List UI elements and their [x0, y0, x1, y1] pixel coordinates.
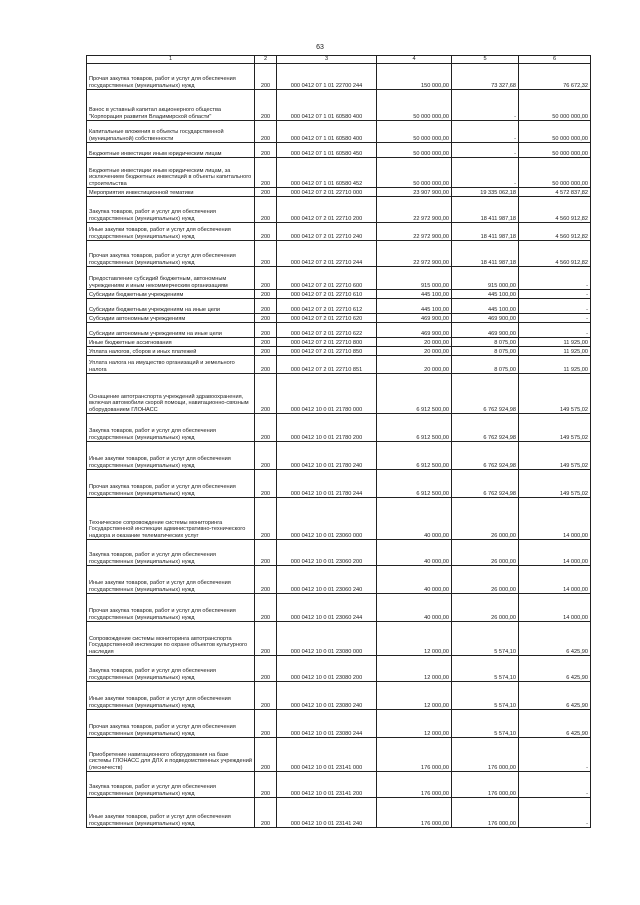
cell-approved: 150 000,00 [377, 64, 452, 90]
cell-code: 200 [255, 158, 277, 188]
cell-remaining: 4 560 912,82 [519, 197, 591, 223]
cell-remaining: 149 575,02 [519, 470, 591, 498]
cell-classification: 000 0412 10 0 01 23060 240 [277, 566, 377, 594]
cell-name: Капитальные вложения в объекты государственной (муниципальной) собственности [87, 121, 255, 143]
cell-remaining: 14 000,00 [519, 566, 591, 594]
cell-code: 200 [255, 772, 277, 798]
cell-classification: 000 0412 07 1 01 60580 400 [277, 90, 377, 121]
table-row [87, 121, 591, 143]
cell-classification: 000 0412 07 2 01 22710 620 [277, 314, 377, 323]
cell-approved: 12 000,00 [377, 656, 452, 682]
cell-classification: 000 0412 07 1 01 22700 244 [277, 64, 377, 90]
cell-executed: 6 762 924,98 [452, 470, 519, 498]
table-row [87, 566, 591, 594]
cell-name: Прочая закупка товаров, работ и услуг для обеспечения государственных (муниципальных) нужд [87, 470, 255, 498]
cell-classification: 000 0412 10 0 01 23060 000 [277, 498, 377, 540]
cell-code: 200 [255, 290, 277, 299]
cell-name: Сопровождение системы мониторинга автотранспорта Государственной инспекции по охране объектов культурного наследия [87, 622, 255, 656]
cell-name: Предоставление субсидий бюджетным, автономным учреждениям и иным некоммерческим организациям [87, 267, 255, 290]
cell-approved: 50 000 000,00 [377, 158, 452, 188]
table-row [87, 656, 591, 682]
cell-approved: 22 972 900,00 [377, 241, 452, 267]
cell-approved: 176 000,00 [377, 798, 452, 828]
cell-code: 200 [255, 682, 277, 710]
cell-approved: 40 000,00 [377, 594, 452, 622]
cell-name: Прочая закупка товаров, работ и услуг для обеспечения государственных (муниципальных) нужд [87, 710, 255, 738]
cell-executed: 5 574,10 [452, 622, 519, 656]
cell-code: 200 [255, 121, 277, 143]
cell-code: 200 [255, 223, 277, 241]
table-row [87, 143, 591, 158]
table-row [87, 540, 591, 566]
table-row [87, 290, 591, 299]
cell-remaining: 149 575,02 [519, 374, 591, 414]
cell-executed: 18 411 987,18 [452, 197, 519, 223]
cell-remaining: 4 560 912,82 [519, 241, 591, 267]
cell-executed: 445 100,00 [452, 290, 519, 299]
cell-classification: 000 0412 07 2 01 22710 610 [277, 290, 377, 299]
cell-name: Иные закупки товаров, работ и услуг для обеспечения государственных (муниципальных) нужд [87, 798, 255, 828]
cell-classification: 000 0412 07 2 01 22710 851 [277, 356, 377, 374]
cell-classification: 000 0412 07 2 01 22710 612 [277, 299, 377, 314]
cell-executed: 6 762 924,98 [452, 414, 519, 442]
cell-approved: 176 000,00 [377, 738, 452, 772]
cell-remaining: 6 425,90 [519, 656, 591, 682]
cell-code: 200 [255, 470, 277, 498]
cell-name: Субсидии бюджетным учреждениям [87, 290, 255, 299]
cell-approved: 20 000,00 [377, 356, 452, 374]
cell-classification: 000 0412 07 1 01 60580 452 [277, 158, 377, 188]
cell-code: 200 [255, 566, 277, 594]
cell-remaining: - [519, 299, 591, 314]
cell-classification: 000 0412 10 0 01 23080 244 [277, 710, 377, 738]
table-row [87, 594, 591, 622]
cell-approved: 915 000,00 [377, 267, 452, 290]
page-number: 63 [316, 44, 324, 51]
table-row [87, 347, 591, 356]
cell-name: Иные закупки товаров, работ и услуг для обеспечения государственных (муниципальных) нужд [87, 682, 255, 710]
cell-code: 200 [255, 622, 277, 656]
header-col-2: 2 [255, 56, 277, 64]
cell-executed: 8 075,00 [452, 338, 519, 347]
table-row [87, 338, 591, 347]
cell-name: Уплата налога на имущество организаций и земельного налога [87, 356, 255, 374]
cell-remaining: - [519, 290, 591, 299]
cell-classification: 000 0412 10 0 01 23060 200 [277, 540, 377, 566]
cell-code: 200 [255, 299, 277, 314]
cell-executed: 26 000,00 [452, 540, 519, 566]
table-row [87, 414, 591, 442]
cell-executed: 6 762 924,98 [452, 442, 519, 470]
table-row [87, 241, 591, 267]
header-col-5: 5 [452, 56, 519, 64]
table-row [87, 470, 591, 498]
cell-classification: 000 0412 10 0 01 23141 000 [277, 738, 377, 772]
cell-code: 200 [255, 498, 277, 540]
cell-approved: 6 912 500,00 [377, 374, 452, 414]
cell-name: Взнос в уставный капитал акционерного общества "Корпорация развития Владимирской области" [87, 90, 255, 121]
table-row [87, 622, 591, 656]
cell-executed: - [452, 90, 519, 121]
cell-remaining: 14 000,00 [519, 594, 591, 622]
cell-name: Субсидии автономным учреждениям [87, 314, 255, 323]
cell-classification: 000 0412 10 0 01 23080 240 [277, 682, 377, 710]
cell-approved: 6 912 500,00 [377, 414, 452, 442]
cell-classification: 000 0412 07 2 01 22710 850 [277, 347, 377, 356]
cell-remaining: 149 575,02 [519, 414, 591, 442]
cell-classification: 000 0412 07 2 01 22710 244 [277, 241, 377, 267]
cell-approved: 50 000 000,00 [377, 90, 452, 121]
cell-code: 200 [255, 143, 277, 158]
cell-approved: 6 912 500,00 [377, 470, 452, 498]
cell-remaining: 6 425,90 [519, 682, 591, 710]
cell-remaining: - [519, 267, 591, 290]
cell-name: Иные закупки товаров, работ и услуг для обеспечения государственных (муниципальных) нужд [87, 566, 255, 594]
table-row [87, 323, 591, 338]
cell-executed: 176 000,00 [452, 772, 519, 798]
cell-remaining: 149 575,02 [519, 442, 591, 470]
cell-remaining: - [519, 323, 591, 338]
table-row [87, 498, 591, 540]
cell-name: Закупка товаров, работ и услуг для обеспечения государственных (муниципальных) нужд [87, 414, 255, 442]
cell-classification: 000 0412 07 2 01 22710 000 [277, 188, 377, 197]
table-row [87, 682, 591, 710]
cell-remaining: 11 925,00 [519, 347, 591, 356]
cell-executed: 469 900,00 [452, 323, 519, 338]
cell-executed: 176 000,00 [452, 738, 519, 772]
cell-executed: 19 335 062,18 [452, 188, 519, 197]
cell-approved: 20 000,00 [377, 347, 452, 356]
table-row [87, 772, 591, 798]
table-row [87, 314, 591, 323]
cell-remaining: 50 000 000,00 [519, 121, 591, 143]
table-row [87, 798, 591, 828]
cell-name: Приобретение навигационного оборудования на базе системы ГЛОНАСС для ДЛХ и подведомственных учреждений (лесничеств) [87, 738, 255, 772]
cell-executed: 445 100,00 [452, 299, 519, 314]
table-row [87, 442, 591, 470]
cell-approved: 12 000,00 [377, 710, 452, 738]
cell-approved: 12 000,00 [377, 682, 452, 710]
cell-classification: 000 0412 07 2 01 22710 200 [277, 197, 377, 223]
cell-code: 200 [255, 540, 277, 566]
cell-name: Субсидии автономным учреждениям на иные цели [87, 323, 255, 338]
cell-code: 200 [255, 374, 277, 414]
cell-classification: 000 0412 10 0 01 21780 200 [277, 414, 377, 442]
cell-executed: 73 327,68 [452, 64, 519, 90]
cell-remaining: - [519, 772, 591, 798]
cell-classification: 000 0412 10 0 01 23141 200 [277, 772, 377, 798]
cell-remaining: 50 000 000,00 [519, 90, 591, 121]
cell-code: 200 [255, 414, 277, 442]
cell-classification: 000 0412 07 1 01 60580 450 [277, 143, 377, 158]
cell-remaining: - [519, 314, 591, 323]
cell-approved: 22 972 900,00 [377, 223, 452, 241]
cell-executed: 469 900,00 [452, 314, 519, 323]
cell-classification: 000 0412 10 0 01 23080 000 [277, 622, 377, 656]
cell-remaining: 50 000 000,00 [519, 143, 591, 158]
cell-remaining: - [519, 798, 591, 828]
cell-approved: 12 000,00 [377, 622, 452, 656]
cell-code: 200 [255, 710, 277, 738]
cell-remaining: 50 000 000,00 [519, 158, 591, 188]
cell-code: 200 [255, 188, 277, 197]
cell-approved: 469 900,00 [377, 314, 452, 323]
cell-classification: 000 0412 10 0 01 21780 000 [277, 374, 377, 414]
cell-code: 200 [255, 347, 277, 356]
cell-classification: 000 0412 07 2 01 22710 600 [277, 267, 377, 290]
cell-name: Оснащение автотранспорта учреждений здравоохранения, включая автомобили скорой помощи, навигационно-связным оборудованием ГЛОНАСС [87, 374, 255, 414]
cell-name: Прочая закупка товаров, работ и услуг для обеспечения государственных (муниципальных) нужд [87, 594, 255, 622]
cell-executed: 18 411 987,18 [452, 241, 519, 267]
cell-remaining: 6 425,90 [519, 710, 591, 738]
cell-code: 200 [255, 798, 277, 828]
cell-remaining: 4 560 912,82 [519, 223, 591, 241]
header-col-1: 1 [87, 56, 255, 64]
cell-classification: 000 0412 07 2 01 22710 622 [277, 323, 377, 338]
cell-name: Иные закупки товаров, работ и услуг для обеспечения государственных (муниципальных) нужд [87, 223, 255, 241]
cell-approved: 176 000,00 [377, 772, 452, 798]
cell-name: Закупка товаров, работ и услуг для обеспечения государственных (муниципальных) нужд [87, 772, 255, 798]
table-row [87, 158, 591, 188]
cell-approved: 22 972 900,00 [377, 197, 452, 223]
header-col-3: 3 [277, 56, 377, 64]
cell-approved: 40 000,00 [377, 566, 452, 594]
table-row [87, 374, 591, 414]
cell-name: Субсидии бюджетным учреждениям на иные цели [87, 299, 255, 314]
cell-approved: 23 907 900,00 [377, 188, 452, 197]
cell-executed: - [452, 121, 519, 143]
table-row [87, 710, 591, 738]
cell-remaining: 6 425,90 [519, 622, 591, 656]
cell-executed: 8 075,00 [452, 356, 519, 374]
cell-code: 200 [255, 656, 277, 682]
cell-name: Бюджетные инвестиции иным юридическим лицам, за исключением бюджетных инвестиций в объекты капитального строительства [87, 158, 255, 188]
cell-code: 200 [255, 738, 277, 772]
cell-name: Бюджетные инвестиции иным юридическим лицам [87, 143, 255, 158]
cell-classification: 000 0412 10 0 01 21780 240 [277, 442, 377, 470]
cell-code: 200 [255, 197, 277, 223]
cell-executed: 26 000,00 [452, 594, 519, 622]
cell-approved: 469 900,00 [377, 323, 452, 338]
cell-code: 200 [255, 442, 277, 470]
cell-classification: 000 0412 07 2 01 22710 240 [277, 223, 377, 241]
cell-code: 200 [255, 338, 277, 347]
cell-remaining: 4 572 837,82 [519, 188, 591, 197]
cell-executed: - [452, 158, 519, 188]
table-row [87, 299, 591, 314]
cell-classification: 000 0412 07 1 01 60580 400 [277, 121, 377, 143]
cell-executed: 18 411 987,18 [452, 223, 519, 241]
cell-executed: 176 000,00 [452, 798, 519, 828]
cell-classification: 000 0412 10 0 01 23141 240 [277, 798, 377, 828]
cell-remaining: 14 000,00 [519, 498, 591, 540]
cell-code: 200 [255, 64, 277, 90]
cell-approved: 20 000,00 [377, 338, 452, 347]
cell-name: Иные закупки товаров, работ и услуг для обеспечения государственных (муниципальных) нужд [87, 442, 255, 470]
cell-name: Закупка товаров, работ и услуг для обеспечения государственных (муниципальных) нужд [87, 540, 255, 566]
cell-name: Закупка товаров, работ и услуг для обеспечения государственных (муниципальных) нужд [87, 656, 255, 682]
cell-executed: 6 762 924,98 [452, 374, 519, 414]
cell-remaining: 11 925,00 [519, 338, 591, 347]
table-row [87, 90, 591, 121]
cell-executed: 26 000,00 [452, 498, 519, 540]
table-row [87, 356, 591, 374]
cell-executed: 5 574,10 [452, 710, 519, 738]
cell-code: 200 [255, 267, 277, 290]
cell-code: 200 [255, 241, 277, 267]
cell-approved: 50 000 000,00 [377, 143, 452, 158]
cell-classification: 000 0412 10 0 01 21780 244 [277, 470, 377, 498]
table-row [87, 197, 591, 223]
cell-executed: 8 075,00 [452, 347, 519, 356]
cell-code: 200 [255, 323, 277, 338]
table-row [87, 267, 591, 290]
cell-approved: 445 100,00 [377, 299, 452, 314]
cell-remaining: 14 000,00 [519, 540, 591, 566]
cell-approved: 50 000 000,00 [377, 121, 452, 143]
cell-classification: 000 0412 10 0 01 23060 244 [277, 594, 377, 622]
cell-executed: 5 574,10 [452, 656, 519, 682]
cell-name: Прочая закупка товаров, работ и услуг для обеспечения государственных (муниципальных) нужд [87, 241, 255, 267]
cell-name: Иные бюджетные ассигнования [87, 338, 255, 347]
header-col-6: 6 [519, 56, 591, 64]
cell-name: Прочая закупка товаров, работ и услуг для обеспечения государственных (муниципальных) нужд [87, 64, 255, 90]
cell-executed: - [452, 143, 519, 158]
cell-executed: 5 574,10 [452, 682, 519, 710]
table-header-row [87, 56, 591, 64]
cell-approved: 6 912 500,00 [377, 442, 452, 470]
cell-code: 200 [255, 314, 277, 323]
cell-name: Уплата налогов, сборов и иных платежей [87, 347, 255, 356]
cell-code: 200 [255, 594, 277, 622]
cell-approved: 445 100,00 [377, 290, 452, 299]
table-row [87, 738, 591, 772]
cell-name: Закупка товаров, работ и услуг для обеспечения государственных (муниципальных) нужд [87, 197, 255, 223]
cell-executed: 26 000,00 [452, 566, 519, 594]
table-row [87, 223, 591, 241]
cell-remaining: - [519, 738, 591, 772]
cell-code: 200 [255, 90, 277, 121]
table-row [87, 188, 591, 197]
cell-approved: 40 000,00 [377, 498, 452, 540]
cell-remaining: 76 672,32 [519, 64, 591, 90]
cell-name: Мероприятия инвестиционной тематики [87, 188, 255, 197]
cell-classification: 000 0412 10 0 01 23080 200 [277, 656, 377, 682]
cell-approved: 40 000,00 [377, 540, 452, 566]
cell-name: Техническое сопровождение системы мониторинга Государственной инспекции административно-технического надзора и оказание телематических услуг [87, 498, 255, 540]
header-col-4: 4 [377, 56, 452, 64]
cell-remaining: 11 925,00 [519, 356, 591, 374]
budget-execution-table [86, 55, 591, 828]
cell-executed: 915 000,00 [452, 267, 519, 290]
cell-classification: 000 0412 07 2 01 22710 800 [277, 338, 377, 347]
table-row [87, 64, 591, 90]
cell-code: 200 [255, 356, 277, 374]
